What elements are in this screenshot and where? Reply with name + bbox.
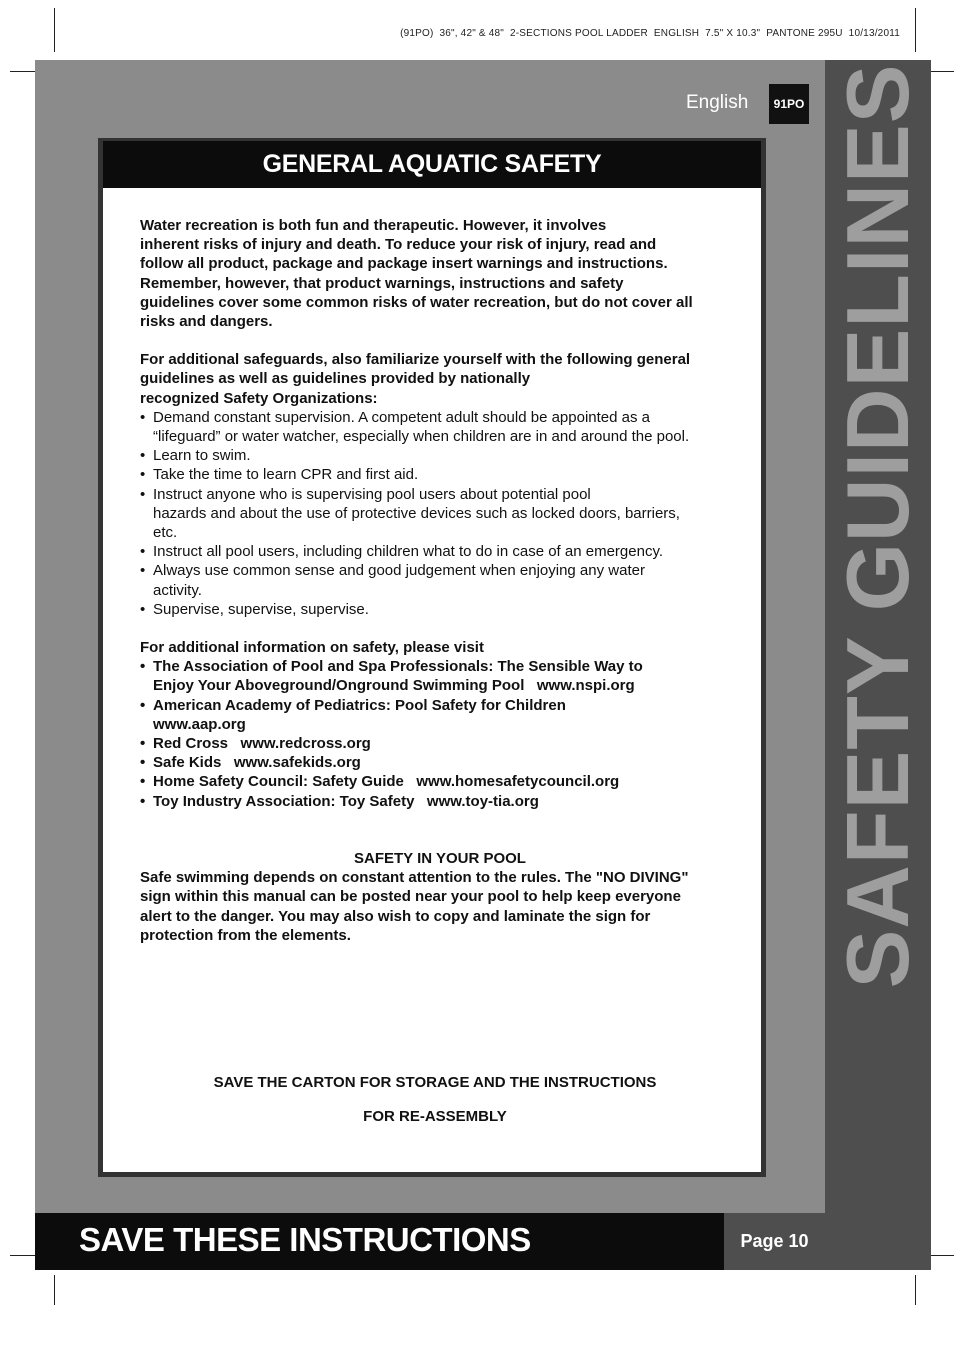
text-line: guidelines as well as guidelines provided by nationally xyxy=(140,370,531,388)
text-line: Remember, however, that product warnings, instructions and safety xyxy=(140,274,624,292)
save-carton-note xyxy=(140,1058,730,1141)
list-item xyxy=(140,561,740,599)
print-header: (91PO) 36", 42" & 48" 2-SECTIONS POOL LADDER ENGLISH 7.5" X 10.3" PANTONE 295U 10/13/2011 xyxy=(400,28,900,39)
text-line: www.aap.org xyxy=(153,715,246,733)
text-line: • American Academy of Pediatrics: Pool Safety for Children xyxy=(153,696,566,714)
list-item xyxy=(140,446,740,465)
text-line: • Toy Industry Association: Toy Safety www.toy-tia.org xyxy=(153,792,539,810)
side-band xyxy=(825,60,931,1270)
footer-bar xyxy=(35,1213,724,1270)
text-line: risks and dangers. xyxy=(140,313,273,331)
pool-heading: SAFETY IN YOUR POOL xyxy=(354,849,526,867)
text-line: • The Association of Pool and Spa Professionals: The Sensible Way to xyxy=(153,658,643,676)
pool-paragraph xyxy=(140,868,740,945)
page-number: Page 10 xyxy=(724,1213,825,1270)
crop-mark xyxy=(54,8,55,52)
text-line: “lifeguard” or water watcher, especially when children are in and around the pool. xyxy=(153,428,690,446)
text-line: recognized Safety Organizations: xyxy=(140,389,378,407)
list-item xyxy=(140,408,740,446)
text-line: For additional safeguards, also familiarize yourself with the following general xyxy=(140,351,691,369)
text-line: • Demand constant supervision. A competent adult should be appointed as a xyxy=(153,408,650,426)
footer-title: SAVE THESE INSTRUCTIONS xyxy=(79,1221,531,1258)
list-item xyxy=(140,600,740,619)
text-line: protection from the elements. xyxy=(140,926,351,944)
crop-mark xyxy=(54,1275,55,1305)
text-line: Enjoy Your Aboveground/Onground Swimming Pool www.nspi.org xyxy=(153,677,635,695)
text-line: • Red Cross www.redcross.org xyxy=(153,735,371,753)
text-line: • Home Safety Council: Safety Guide www.homesafetycouncil.org xyxy=(153,773,620,791)
list-item xyxy=(140,792,740,811)
list-item xyxy=(140,734,740,753)
text-line: activity. xyxy=(153,581,202,599)
content-card xyxy=(98,138,766,1177)
text-line: inherent risks of injury and death. To reduce your risk of injury, read and xyxy=(140,236,657,254)
text-line: • Take the time to learn CPR and first aid. xyxy=(153,466,419,484)
crop-mark xyxy=(915,8,916,52)
text-line: • Always use common sense and good judgement when enjoying any water xyxy=(153,562,645,580)
text-line: FOR RE-ASSEMBLY xyxy=(363,1108,507,1126)
crop-mark xyxy=(915,1275,916,1305)
list-item xyxy=(140,753,740,772)
text-line: SAVE THE CARTON FOR STORAGE AND THE INSTRUCTIONS xyxy=(213,1074,657,1091)
language-label: English xyxy=(686,92,749,113)
safeguards-lead xyxy=(140,350,740,408)
info-lead: For additional information on safety, please visit xyxy=(140,639,484,657)
list-item xyxy=(140,696,740,734)
text-line: • Instruct all pool users, including children what to do in case of an emergency. xyxy=(153,543,663,561)
text-line: • Learn to swim. xyxy=(153,447,251,465)
text-line: hazards and about the use of protective devices such as locked doors, barriers, xyxy=(153,504,680,522)
text-line: Safe swimming depends on constant attention to the rules. The "NO DIVING" xyxy=(140,869,689,887)
text-line: sign within this manual can be posted near your pool to help keep everyone xyxy=(140,888,681,906)
text-line: guidelines cover some common risks of water recreation, but do not cover all xyxy=(140,293,693,311)
list-item xyxy=(140,465,740,484)
list-item xyxy=(140,772,740,791)
card-body xyxy=(140,216,740,945)
section-title: GENERAL AQUATIC SAFETY xyxy=(103,141,761,188)
guidelines-list xyxy=(140,408,740,619)
text-line: follow all product, package and package insert warnings and instructions. xyxy=(140,255,668,273)
resources-list xyxy=(140,657,740,811)
list-item xyxy=(140,542,740,561)
list-item xyxy=(140,657,740,695)
text-line: alert to the danger. You may also wish to copy and laminate the sign for xyxy=(140,907,651,925)
product-code-badge: 91PO xyxy=(769,84,809,124)
list-item xyxy=(140,485,740,543)
text-line: Water recreation is both fun and therapeutic. However, it involves xyxy=(140,217,607,234)
text-line: • Supervise, supervise, supervise. xyxy=(153,600,369,618)
intro-paragraph xyxy=(140,216,740,331)
text-line: etc. xyxy=(153,524,178,542)
text-line: • Safe Kids www.safekids.org xyxy=(153,754,361,772)
side-section-title: SAFETY GUIDELINES xyxy=(828,63,927,989)
text-line: • Instruct anyone who is supervising pool users about potential pool xyxy=(153,485,591,503)
